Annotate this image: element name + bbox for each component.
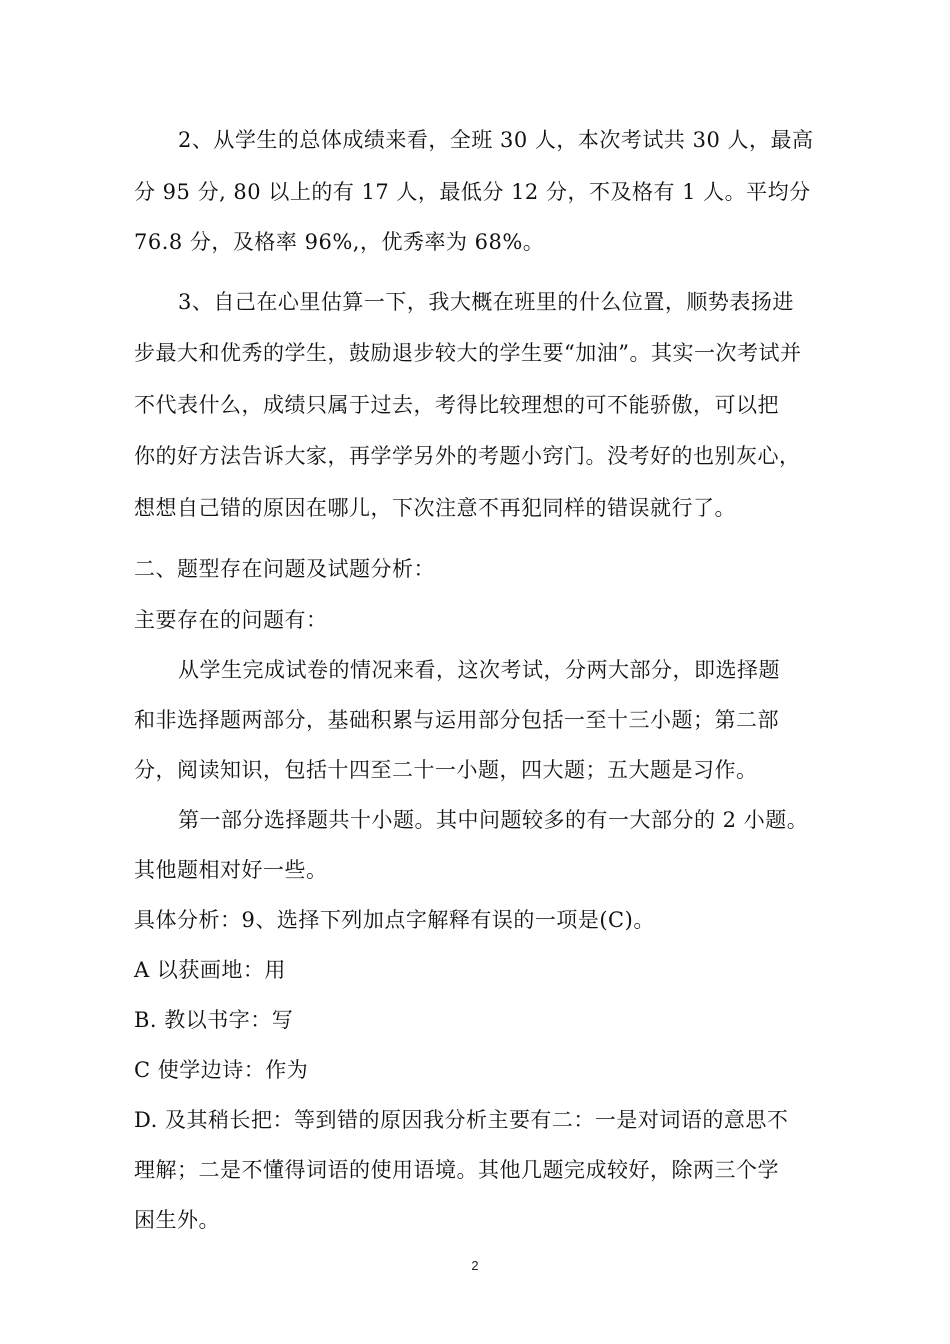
text-line: 具体分析：9、选择下列加点字解释有误的一项是(C)。 <box>134 908 655 932</box>
text-line: 其他题相对好一些。 <box>134 858 328 882</box>
text-line: 3、自己在心里估算一下，我大概在班里的什么位置，顺势表扬进 <box>178 290 794 314</box>
text-line: 困生外。 <box>134 1208 220 1232</box>
text-line: 和非选择题两部分，基础积累与运用部分包括一至十三小题；第二部 <box>134 708 779 732</box>
text-line: 理解；二是不懂得词语的使用语境。其他几题完成较好，除两三个学 <box>134 1158 779 1182</box>
option-b: B. 教以书字：写 <box>134 1008 294 1032</box>
section-heading: 二、题型存在问题及试题分析： <box>134 557 435 581</box>
text-line: 76.8 分，及格率 96%,，优秀率为 68%。 <box>134 230 545 254</box>
text-line: 步最大和优秀的学生，鼓励退步较大的学生要“加油”。其实一次考试并 <box>134 341 802 365</box>
text-line: 不代表什么，成绩只属于过去，考得比较理想的可不能骄傲，可以把 <box>134 393 779 417</box>
option-d: D. 及其稍长把：等到错的原因我分析主要有二：一是对词语的意思不 <box>134 1108 789 1132</box>
text-line: 分 95 分, 80 以上的有 17 人，最低分 12 分，不及格有 1 人。平均分 <box>134 180 811 204</box>
option-c: C 使学边诗：作为 <box>134 1058 309 1082</box>
text-line: 你的好方法告诉大家，再学学另外的考题小窍门。没考好的也别灰心， <box>134 444 801 468</box>
text-line: 想想自己错的原因在哪儿，下次注意不再犯同样的错误就行了。 <box>134 496 736 520</box>
text-line: 2、从学生的总体成绩来看，全班 30 人，本次考试共 30 人，最高 <box>178 128 814 152</box>
page-number: 2 <box>471 1258 479 1273</box>
text-line: 分，阅读知识，包括十四至二十一小题，四大题；五大题是习作。 <box>134 758 758 782</box>
text-line: 第一部分选择题共十小题。其中问题较多的有一大部分的 2 小题。 <box>178 808 809 832</box>
option-a: A 以获画地：用 <box>134 958 286 982</box>
text-line: 主要存在的问题有： <box>134 608 328 632</box>
text-line: 从学生完成试卷的情况来看，这次考试，分两大部分，即选择题 <box>178 658 780 682</box>
